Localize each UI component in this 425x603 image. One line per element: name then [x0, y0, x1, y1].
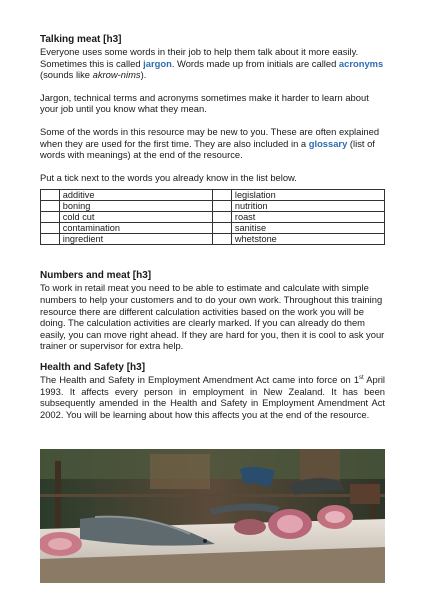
para-1-text-d: ).: [140, 69, 147, 81]
tick-box[interactable]: [41, 212, 60, 223]
table-row: [41, 223, 385, 234]
word-cell: ingredient: [59, 234, 212, 245]
word-cell: boning: [59, 201, 212, 212]
tick-box[interactable]: [41, 190, 60, 201]
jargon-keyword: jargon: [143, 57, 172, 69]
tick-box[interactable]: [41, 201, 60, 212]
table-row: [41, 190, 385, 201]
word-cell: legislation: [231, 190, 384, 201]
talking-meat-para-4: Put a tick next to the words you already know in the list below.: [40, 171, 297, 183]
para-1-text-c: (sounds like: [40, 69, 93, 81]
fish-market-photo: [40, 449, 385, 583]
safety-text-b: April 1993. It affects every person in employment in New Zealand. It has been subsequently amended in the Health and Safety in Employment Amendment Act 2002. You will be learning about how this affects you at the end of the resource.: [40, 373, 385, 420]
tick-box[interactable]: [213, 234, 232, 245]
glossary-keyword: glossary: [308, 137, 348, 149]
pronunciation: akrow-nims: [92, 69, 141, 81]
tick-box[interactable]: [213, 223, 232, 234]
acronyms-keyword: acronyms: [338, 57, 384, 69]
numbers-meat-body: To work in retail meat you need to be able to estimate and calculate with simple numbers to help your customers and to do your own work. Throughout this training resource there are different calculation activities based on the work you will be doing. The calculation activities are clearly marked. If you can already do them easily, you can move right ahead. If they are hard for you, then it is cool to ask your trainer or supervisor for extra help.: [40, 282, 385, 352]
tick-box[interactable]: [213, 201, 232, 212]
talking-meat-para-1: [40, 46, 385, 81]
health-safety-heading: Health and Safety [h3]: [40, 361, 146, 373]
talking-meat-heading: Talking meat [h3]: [40, 34, 122, 45]
para-3-text-b: (list of words with meanings) at the end of the resource.: [40, 137, 375, 161]
tick-box[interactable]: [213, 212, 232, 223]
word-cell: contamination: [59, 223, 212, 234]
word-cell: roast: [231, 212, 384, 223]
talking-meat-para-3: [40, 126, 385, 161]
para-1-text-b: . Words made up from initials are called: [171, 57, 339, 69]
word-cell: sanitise: [231, 223, 384, 234]
talking-meat-para-2: Jargon, technical terms and acronyms sometimes make it harder to learn about your job until you know what they mean.: [40, 91, 369, 115]
ordinal-suffix: st: [359, 374, 364, 381]
document-page: [40, 34, 385, 420]
para-3-text-a: Some of the words in this resource may be new to you. These are often explained when they are used for the first time. They are also included in a: [40, 125, 380, 149]
health-safety-body: [40, 374, 385, 420]
table-row: [41, 234, 385, 245]
para-1-text-a: Everyone uses some words in their job to help them talk about it more easily. Sometimes this is called: [40, 46, 359, 69]
tick-box[interactable]: [41, 223, 60, 234]
tick-box[interactable]: [213, 190, 232, 201]
word-cell: whetstone: [231, 234, 384, 245]
table-row: [41, 201, 385, 212]
table-row: [41, 212, 385, 223]
word-cell: nutrition: [231, 201, 384, 212]
tick-box[interactable]: [41, 234, 60, 245]
word-cell: cold cut: [59, 212, 212, 223]
safety-text-a: The Health and Safety in Employment Amendment Act came into force on 1: [40, 373, 360, 385]
word-tick-table: [40, 189, 385, 245]
numbers-meat-heading: Numbers and meat [h3]: [40, 270, 152, 282]
word-cell: additive: [59, 190, 212, 201]
